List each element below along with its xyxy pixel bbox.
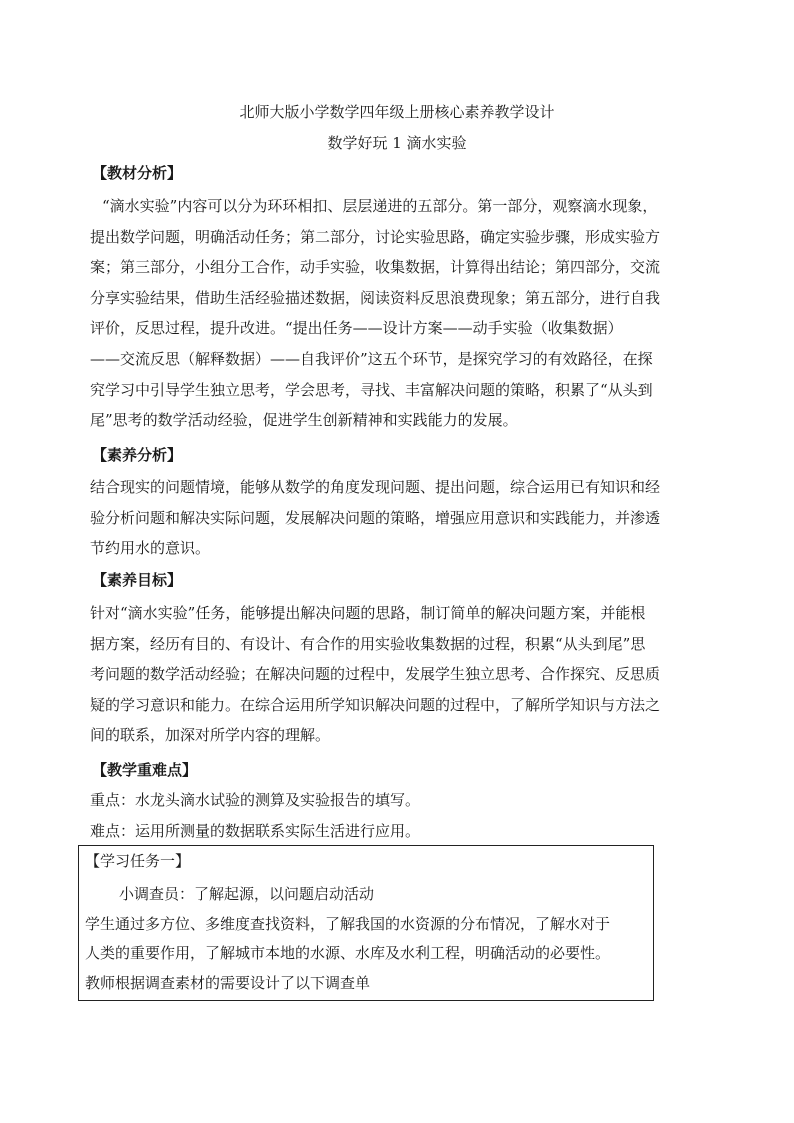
goal-line: 疑的学习意识和能力。在综合运用所学知识解决问题的过程中，了解所学知识与方法之 <box>90 695 661 714</box>
key-points-paragraph <box>90 785 710 846</box>
analysis-line: 案；第三部分，小组分工合作，动手实验，收集数据，计算得出结论；第四部分，交流 <box>90 258 661 277</box>
difficult-point-line: 难点：运用所测量的数据联系实际生活进行应用。 <box>90 821 421 840</box>
goal-line: 考问题的数学活动经验；在解决问题的过程中，发展学生独立思考、合作探究、反思质 <box>90 665 661 684</box>
task-line: 学生通过多方位、多维度查找资料，了解我国的水资源的分布情况，了解水对于 <box>85 914 611 933</box>
goal-line: 针对“滴水实验”任务，能够提出解决问题的思路，制订简单的解决问题方案，并能根 <box>90 604 646 622</box>
document-title: 北师大版小学数学四年级上册核心素养教学设计 <box>239 103 555 121</box>
task-line: 人类的重要作用，了解城市本地的水源、水库及水利工程，明确活动的必要性。 <box>85 944 611 962</box>
key-point-line: 重点：水龙头滴水试验的测算及实验报告的填写。 <box>90 791 421 809</box>
goal-paragraph <box>90 598 710 751</box>
task-content <box>85 880 651 998</box>
literacy-heading: 【素养分析】 <box>92 446 183 464</box>
analysis-line: “滴水实验”内容可以分为环环相扣、层层递进的五部分。第一部分，观察滴水现象， <box>102 197 658 215</box>
task-subheading: 小调查员：了解起源，以问题启动活动 <box>119 885 375 903</box>
literacy-paragraph <box>90 472 710 564</box>
goal-line: 据方案，经历有目的、有设计、有合作的用实验收集数据的过程，积累“从头到尾”思 <box>90 634 646 653</box>
literacy-line: 节约用水的意识。 <box>90 539 211 558</box>
literacy-line: 验分析问题和解决实际问题，发展解决问题的策略，增强应用意识和实践能力，并渗透 <box>90 508 661 527</box>
task-line: 教师根据调查素材的需要设计了以下调查单 <box>85 973 371 992</box>
key-points-heading: 【教学重难点】 <box>92 761 198 779</box>
task-heading: 【学习任务一】 <box>85 852 191 870</box>
analysis-line: 尾”思考的数学活动经验，促进学生创新精神和实践能力的发展。 <box>90 411 518 430</box>
analysis-line: 分享实验结果，借助生活经验描述数据，阅读资料反思浪费现象；第五部分，进行自我 <box>90 288 661 307</box>
analysis-line: ——交流反思（解释数据）——自我评价”这五个环节，是探究学习的有效路径，在探 <box>90 349 653 368</box>
learning-task-box <box>78 845 654 1001</box>
analysis-line: 评价，反思过程，提升改进。“提出任务——设计方案——动手实验（收集数据） <box>90 319 623 338</box>
goal-heading: 【素养目标】 <box>92 571 183 589</box>
document-subtitle: 数学好玩 1 滴水实验 <box>327 134 467 152</box>
analysis-heading: 【教材分析】 <box>92 164 183 182</box>
analysis-line: 究学习中引导学生独立思考，学会思考，寻找、丰富解决问题的策略，积累了“从头到 <box>90 380 653 399</box>
analysis-paragraph <box>90 191 710 436</box>
literacy-line: 结合现实的问题情境，能够从数学的角度发现问题、提出问题，综合运用已有知识和经 <box>90 478 661 496</box>
analysis-line: 提出数学问题，明确活动任务；第二部分，讨论实验思路，确定实验步骤，形成实验方 <box>90 227 661 246</box>
goal-line: 间的联系，加深对所学内容的理解。 <box>90 726 331 745</box>
